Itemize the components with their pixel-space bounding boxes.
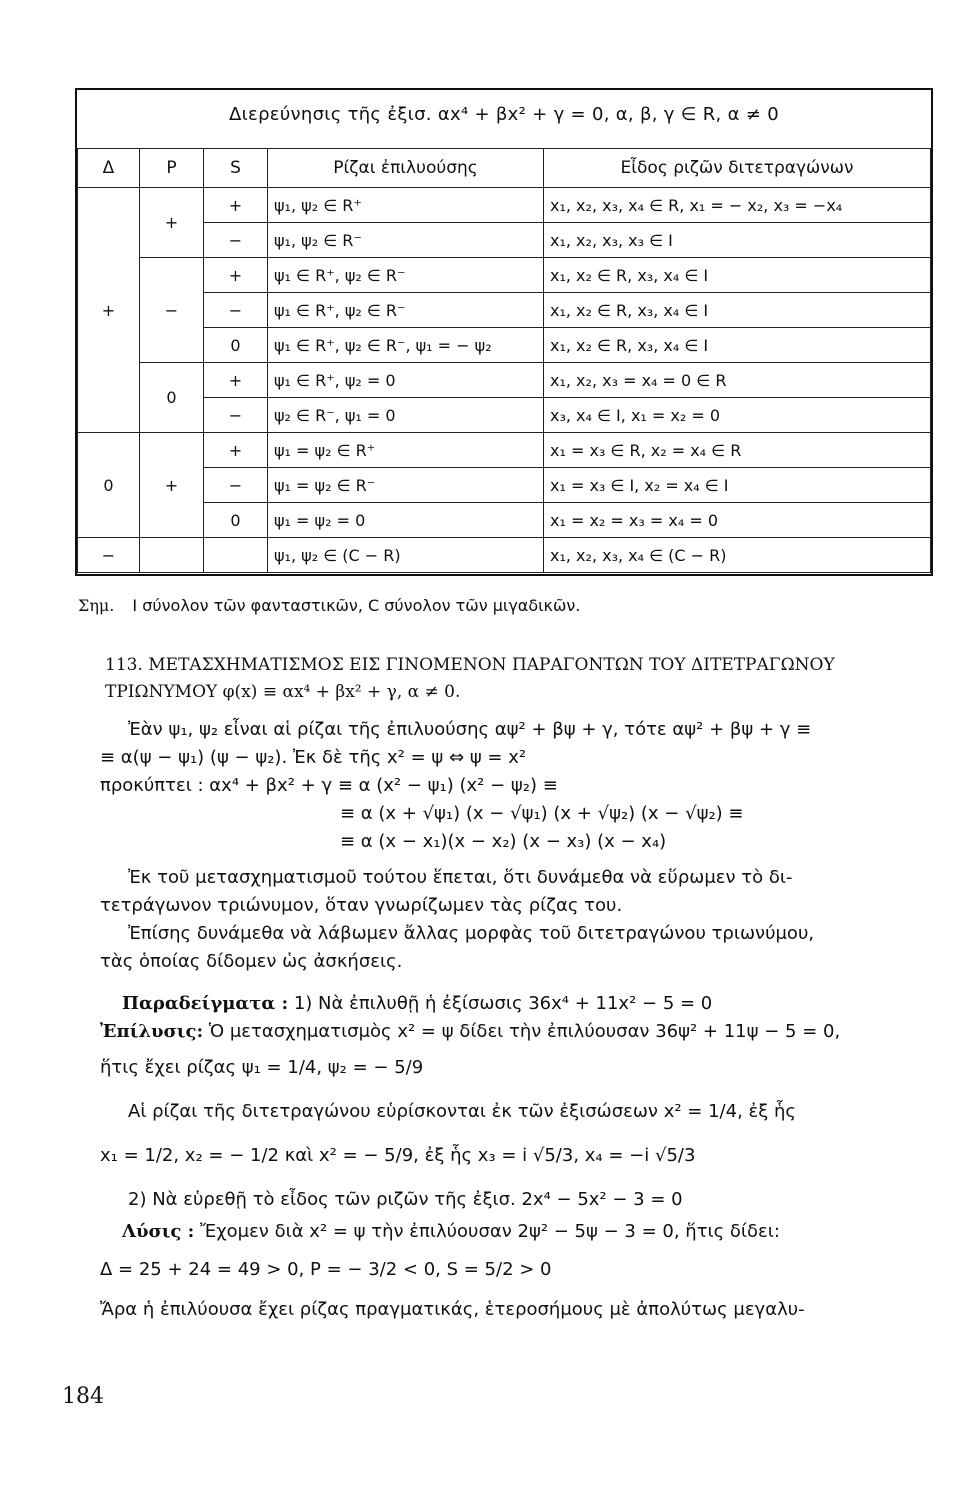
s-cell: − (204, 398, 268, 433)
discussion-table-frame (75, 88, 933, 576)
text-line: Ἐπίσης δυνάμεθα νὰ λάβωμεν ἄλλας μορφὰς τοῦ διτετραγώνου τριωνύμου, (128, 923, 815, 944)
table-header-row (78, 149, 931, 188)
table-caption: Διερεύνησις τῆς ἐξισ. αx⁴ + βx² + γ = 0, α, β, γ ∈ R, α ≠ 0 (229, 104, 779, 125)
examples-label: Παραδείγματα : (122, 993, 289, 1014)
text-line: προκύπτει : αx⁴ + βx² + γ ≡ α (x² − ψ₁) (x² − ψ₂) ≡ (100, 775, 558, 796)
text-line: ≡ α (x + √ψ₁) (x − √ψ₁) (x + √ψ₂) (x − √ψ₂) ≡ (340, 803, 744, 824)
note-label: Σημ. (78, 596, 115, 615)
solution-1-line-1: Ὁ μετασχηματισμὸς x² = ψ δίδει τὴν ἐπιλύουσαν 36ψ² + 11ψ − 5 = 0, (208, 1021, 841, 1042)
resolvent-roots-cell: ψ₁ = ψ₂ ∈ R⁺ (268, 433, 544, 468)
text-line (100, 1018, 940, 1046)
solution-label: Ἐπίλυσις: (100, 1021, 204, 1042)
example-1: 1) Νὰ ἐπιλυθῇ ἡ ἐξίσωσις 36x⁴ + 11x² − 5 = 0 (293, 993, 713, 1014)
table-row (78, 223, 931, 258)
table-row (78, 538, 931, 573)
resolvent-roots-cell: ψ₁ ∈ R⁺, ψ₂ ∈ R⁻ (268, 258, 544, 293)
table-row (78, 363, 931, 398)
section-heading-line-2: ΤΡΙΩΝΥΜΟΥ φ(x) ≡ αx⁴ + βx² + γ, α ≠ 0. (105, 682, 461, 702)
s-cell: + (204, 433, 268, 468)
p-cell: + (140, 188, 204, 258)
examples-block (100, 990, 940, 1324)
resolvent-roots-cell: ψ₁ = ψ₂ ∈ R⁻ (268, 468, 544, 503)
discussion-table (77, 148, 931, 573)
text-line: Ἐκ τοῦ μετασχηματισμοῦ τούτου ἕπεται, ὅτι δυνάμεθα νὰ εὕρωμεν τὸ δι- (128, 867, 793, 888)
root-kind-cell: x₃, x₄ ∈ I, x₁ = x₂ = 0 (544, 398, 931, 433)
table-row (78, 328, 931, 363)
text-line: Δ = 25 + 24 = 49 > 0, P = − 3/2 < 0, S = 5/2 > 0 (100, 1259, 552, 1280)
s-cell: + (204, 188, 268, 223)
page-number: 184 (62, 1384, 104, 1409)
text-line: 2) Νὰ εὑρεθῇ τὸ εἶδος τῶν ριζῶν τῆς ἐξισ. 2x⁴ − 5x² − 3 = 0 (128, 1189, 683, 1210)
text-line: Ἄρα ἡ ἐπιλύουσα ἔχει ρίζας πραγματικάς, ἑτεροσήμους μὲ ἀπολύτως μεγαλυ- (100, 1299, 805, 1320)
table-note (78, 596, 580, 615)
delta-cell: 0 (78, 433, 140, 538)
s-cell: 0 (204, 328, 268, 363)
text-line: Αἱ ρίζαι τῆς διτετραγώνου εὑρίσκονται ἐκ τῶν ἐξισώσεων x² = 1/4, ἐξ ἧς (128, 1101, 796, 1122)
text-line (100, 1218, 940, 1246)
root-kind-cell: x₁, x₂, x₃, x₃ ∈ I (544, 223, 931, 258)
solution-2-line-1: Ἔχομεν διὰ x² = ψ τὴν ἐπιλύουσαν 2ψ² − 5ψ − 3 = 0, ἥτις δίδει: (200, 1221, 780, 1242)
resolvent-roots-cell: ψ₂ ∈ R⁻, ψ₁ = 0 (268, 398, 544, 433)
p-cell: + (140, 433, 204, 538)
resolvent-roots-cell: ψ₁ ∈ R⁺, ψ₂ ∈ R⁻ (268, 293, 544, 328)
s-cell: + (204, 258, 268, 293)
s-cell: − (204, 468, 268, 503)
text-line: ἥτις ἔχει ρίζας ψ₁ = 1/4, ψ₂ = − 5/9 (100, 1057, 424, 1078)
root-kind-cell: x₁ = x₃ ∈ R, x₂ = x₄ ∈ R (544, 433, 931, 468)
resolvent-roots-cell: ψ₁, ψ₂ ∈ R⁻ (268, 223, 544, 258)
text-line: ≡ α(ψ − ψ₁) (ψ − ψ₂). Ἐκ δὲ τῆς x² = ψ ⇔ ψ = x² (100, 747, 527, 768)
p-cell: 0 (140, 363, 204, 433)
delta-cell: − (78, 538, 140, 573)
root-kind-cell: x₁, x₂, x₃ = x₄ = 0 ∈ R (544, 363, 931, 398)
s-cell: 0 (204, 503, 268, 538)
root-kind-cell: x₁, x₂, x₃, x₄ ∈ R, x₁ = − x₂, x₃ = −x₄ (544, 188, 931, 223)
p-cell: − (140, 258, 204, 363)
paragraph-consequence (100, 864, 940, 976)
text-line: x₁ = 1/2, x₂ = − 1/2 καὶ x² = − 5/9, ἐξ ἧς x₃ = i √5/3, x₄ = −i √5/3 (100, 1145, 696, 1166)
table-row (78, 293, 931, 328)
resolvent-roots-cell: ψ₁, ψ₂ ∈ R⁺ (268, 188, 544, 223)
paragraph-factorization (100, 716, 940, 856)
resolvent-roots-cell: ψ₁ ∈ R⁺, ψ₂ = 0 (268, 363, 544, 398)
resolvent-roots-cell: ψ₁, ψ₂ ∈ (C − R) (268, 538, 544, 573)
root-kind-cell: x₁, x₂, x₃, x₄ ∈ (C − R) (544, 538, 931, 573)
note-text: I σύνολον τῶν φανταστικῶν, C σύνολον τῶν μιγαδικῶν. (132, 596, 581, 615)
root-kind-cell: x₁ = x₂ = x₃ = x₄ = 0 (544, 503, 931, 538)
lysis-label: Λύσις : (122, 1221, 195, 1242)
table-row (78, 503, 931, 538)
root-kind-cell: x₁, x₂ ∈ R, x₃, x₄ ∈ I (544, 258, 931, 293)
delta-cell: + (78, 188, 140, 433)
root-kind-cell: x₁, x₂ ∈ R, x₃, x₄ ∈ I (544, 328, 931, 363)
s-cell: − (204, 223, 268, 258)
text-line: ≡ α (x − x₁)(x − x₂) (x − x₃) (x − x₄) (340, 831, 667, 852)
s-cell-empty (204, 538, 268, 573)
table-row (78, 188, 931, 223)
header-resolvent-roots: Ρίζαι ἐπιλυούσης (268, 149, 544, 188)
text-line: τετράγωνον τριώνυμον, ὅταν γνωρίζωμεν τὰς ρίζας του. (100, 895, 623, 916)
section-heading-line-1: 113. ΜΕΤΑΣΧΗΜΑΤΙΣΜΟΣ ΕΙΣ ΓΙΝΟΜΕΝΟΝ ΠΑΡΑΓΟΝΤΩΝ ΤΟΥ ΔΙΤΕΤΡΑΓΩΝΟΥ (105, 655, 835, 675)
text-line: τὰς ὁποίας δίδομεν ὡς ἀσκήσεις. (100, 951, 403, 972)
resolvent-roots-cell: ψ₁ ∈ R⁺, ψ₂ ∈ R⁻, ψ₁ = − ψ₂ (268, 328, 544, 363)
root-kind-cell: x₁ = x₃ ∈ I, x₂ = x₄ ∈ I (544, 468, 931, 503)
root-kind-cell: x₁, x₂ ∈ R, x₃, x₄ ∈ I (544, 293, 931, 328)
header-s: S (204, 149, 268, 188)
s-cell: − (204, 293, 268, 328)
text-line (100, 990, 940, 1018)
s-cell: + (204, 363, 268, 398)
text-line: Ἐὰν ψ₁, ψ₂ εἶναι αἱ ρίζαι τῆς ἐπιλυούσης αψ² + βψ + γ, τότε αψ² + βψ + γ ≡ (128, 719, 812, 740)
p-cell-empty (140, 538, 204, 573)
header-root-kind: Εἶδος ριζῶν διτετραγώνων (544, 149, 931, 188)
table-row (78, 468, 931, 503)
header-p: P (140, 149, 204, 188)
section-heading (105, 652, 935, 706)
table-row (78, 398, 931, 433)
header-delta: Δ (78, 149, 140, 188)
table-row (78, 433, 931, 468)
resolvent-roots-cell: ψ₁ = ψ₂ = 0 (268, 503, 544, 538)
table-row (78, 258, 931, 293)
